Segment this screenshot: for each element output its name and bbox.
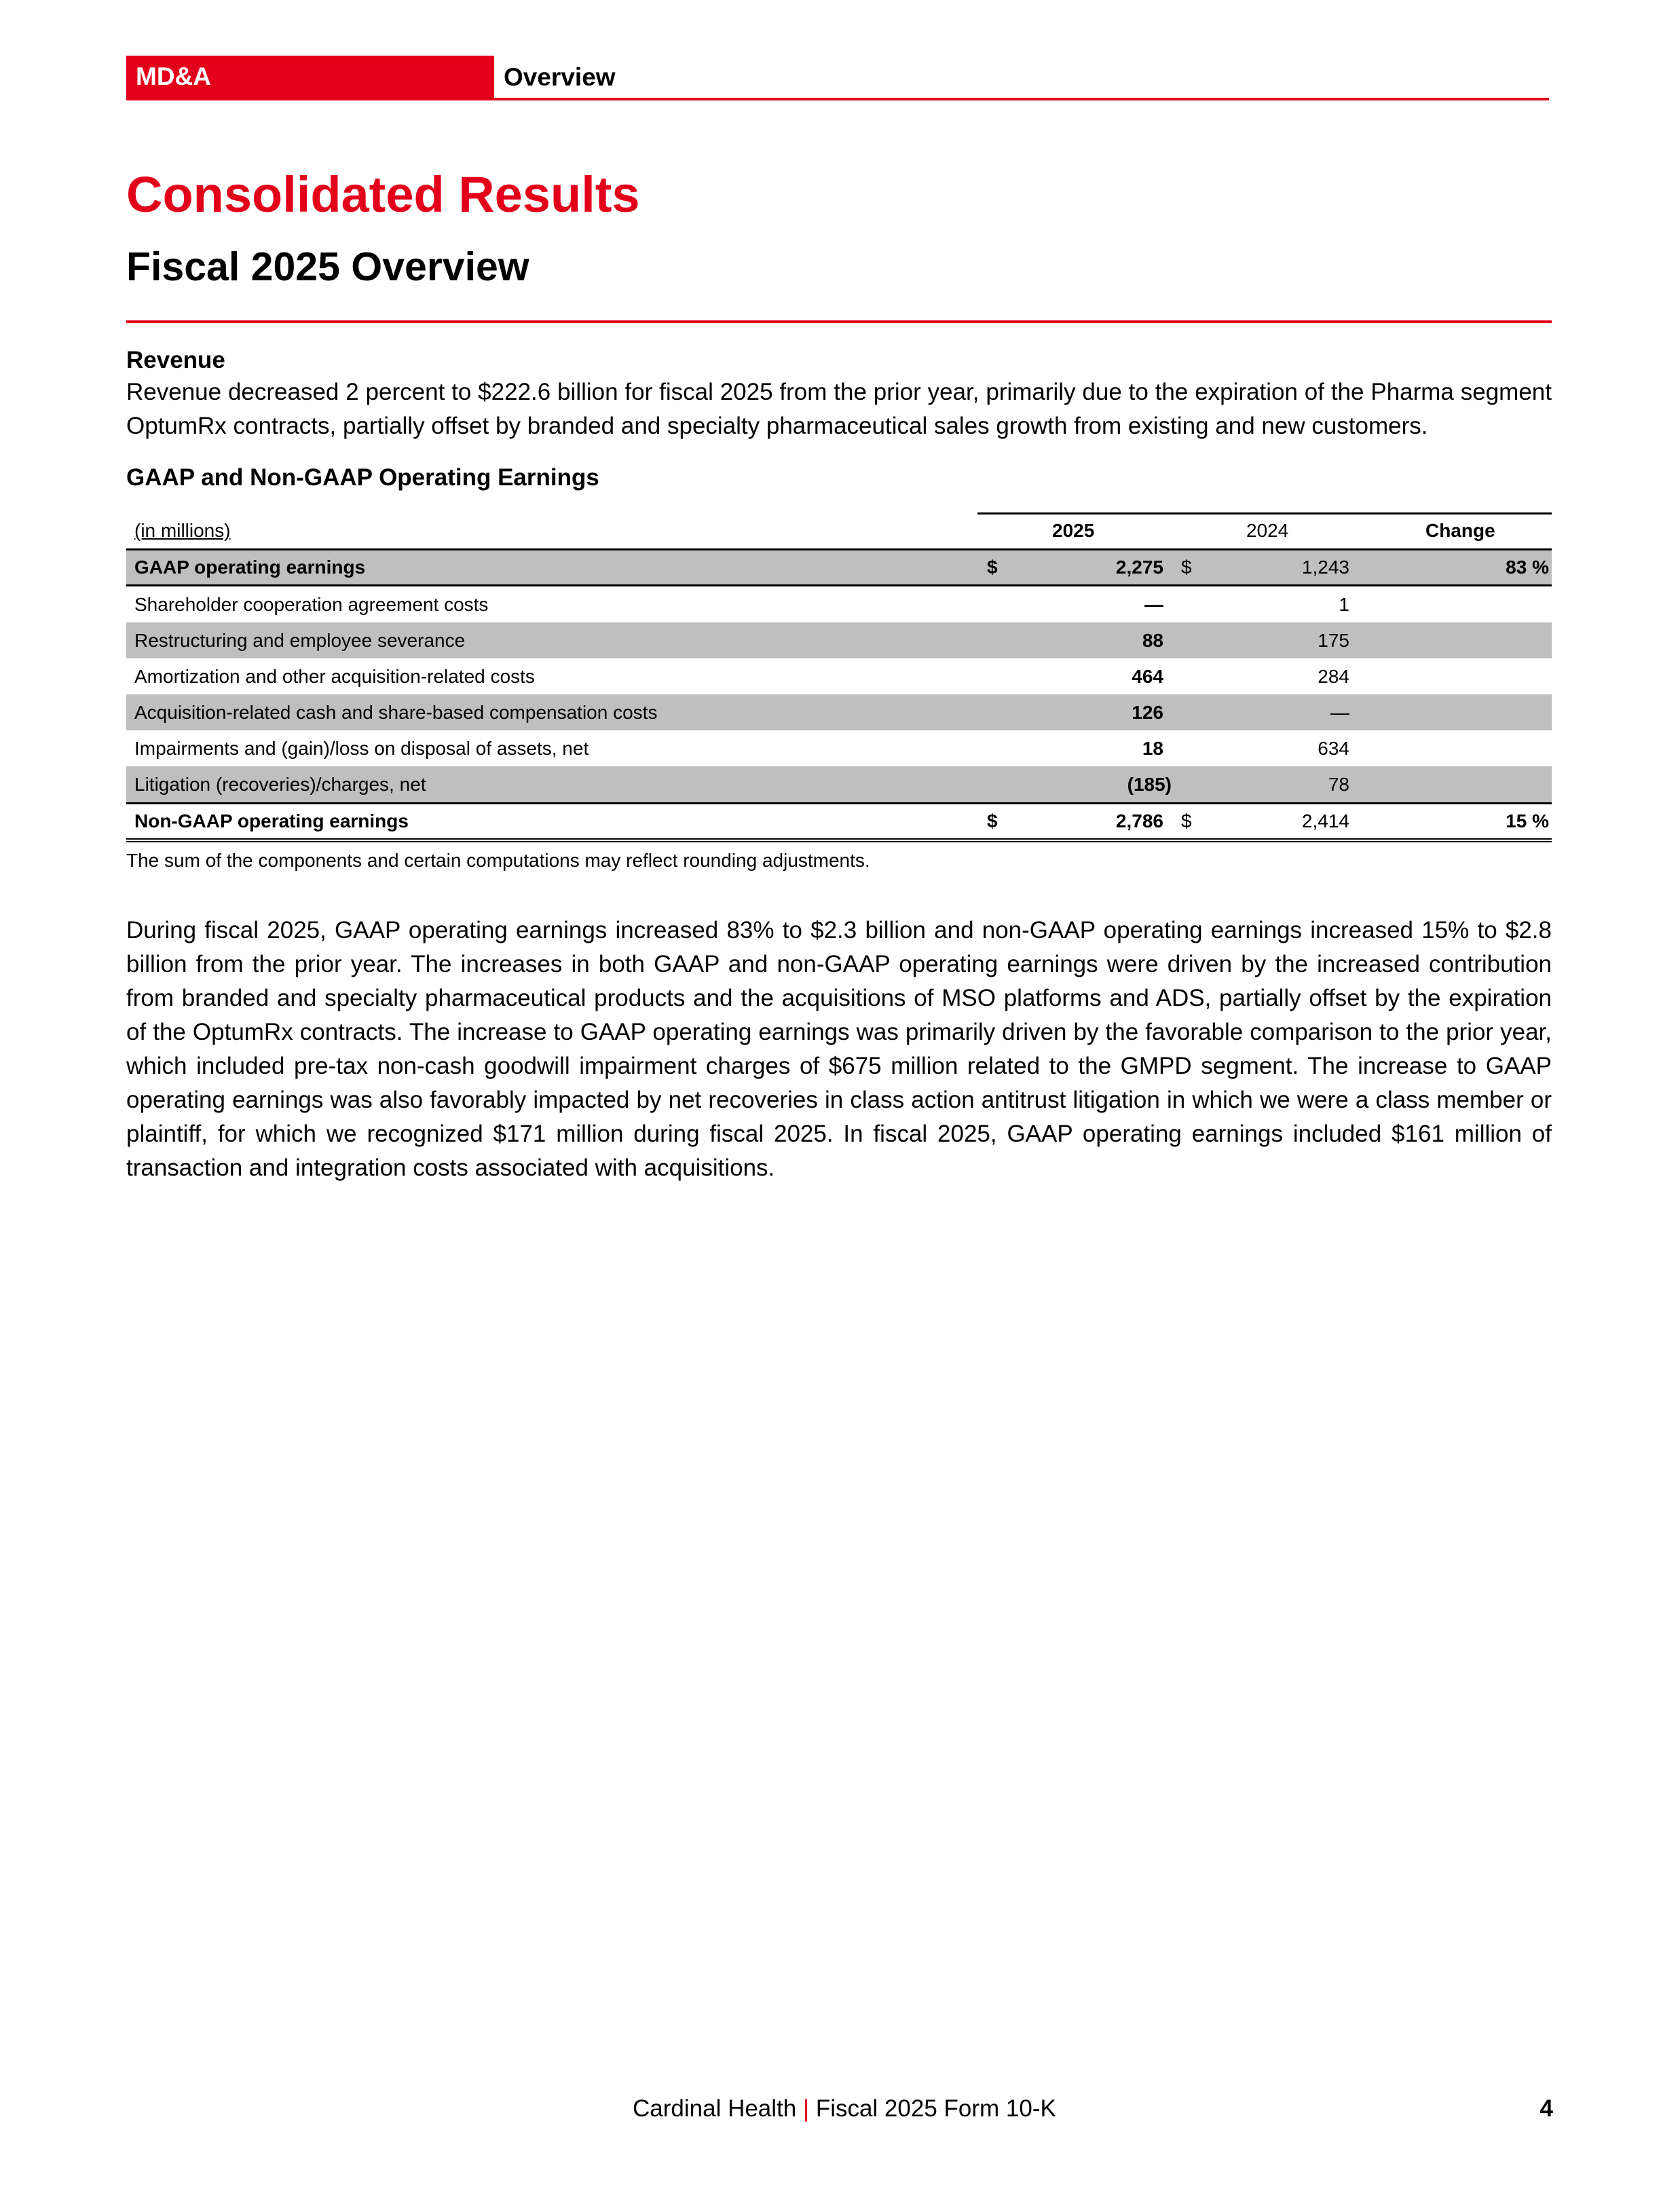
operating-earnings-paragraph: During fiscal 2025, GAAP operating earnings increased 83% to $2.3 billion and non-GAAP operating earnings increased 15% to $2.8 billion from the prior year. The increases in both GAAP and non-GAAP operating earnings were driven by the increased contribution from branded and specialty pharmaceutical products and the acquisitions of MSO platforms and ADS, partially offset by the expiration of the OptumRx contracts. The increase to GAAP operating earnings was primarily driven by the favorable comparison to the prior year, which included pre-tax non-cash goodwill impairment charges of $675 million related to the GMPD segment. The increase to GAAP operating earnings was also favorably impacted by net recoveries in class action antitrust litigation in which we were a class member or plaintiff, for which we recognized $171 million during fiscal 2025. In fiscal 2025, GAAP operating earnings included $161 million of transaction and integration costs associated with acquisitions. bbox=[126, 917, 1552, 1181]
footer-separator: | bbox=[802, 2095, 810, 2122]
operating-earnings-table bbox=[126, 512, 1552, 842]
operating-earnings-heading: GAAP and Non-GAAP Operating Earnings bbox=[126, 464, 599, 491]
section-tag: MD&A bbox=[126, 56, 494, 98]
table-row: Restructuring and employee severance 88 175 bbox=[126, 622, 1552, 658]
revenue-paragraph: Revenue decreased 2 percent to $222.6 billion for fiscal 2025 from the prior year, primarily due to the expiration of the Pharma segment OptumRx contracts, partially offset by branded and specialty pharmaceutical sales growth from existing and new customers. bbox=[126, 379, 1552, 439]
footer-text bbox=[633, 2092, 1056, 2126]
table-row: Amortization and other acquisition-related costs 464 284 bbox=[134, 666, 1349, 687]
title-divider bbox=[126, 320, 1552, 323]
table-row: GAAP operating earnings $ 2,275 $ 1,243 83 % bbox=[126, 548, 1552, 586]
page-title: Consolidated Results bbox=[126, 166, 640, 223]
table-header-row bbox=[126, 512, 1552, 548]
table-row: Impairments and (gain)/loss on disposal of assets, net 18 634 bbox=[134, 738, 1349, 759]
col-change-header: Change bbox=[1425, 520, 1495, 541]
col-2024-header: 2024 bbox=[1246, 520, 1289, 541]
table-row: Acquisition-related cash and share-based compensation costs 126 — bbox=[126, 694, 1552, 730]
page-header bbox=[126, 56, 1549, 100]
subsection-label: Overview bbox=[504, 63, 616, 91]
revenue-heading: Revenue bbox=[126, 347, 225, 373]
col-2025-header: 2025 bbox=[1052, 520, 1095, 541]
rounding-note: The sum of the components and certain computations may reflect rounding adjustments. bbox=[126, 850, 870, 871]
page-number: 4 bbox=[1539, 2095, 1553, 2122]
unit-label: (in millions) bbox=[134, 520, 231, 541]
footer-company: Cardinal Health bbox=[633, 2095, 797, 2122]
page-subtitle: Fiscal 2025 Overview bbox=[126, 244, 529, 289]
table-row: Non-GAAP operating earnings $ 2,786 $ 2,414 15 % bbox=[126, 802, 1552, 842]
table-row: Shareholder cooperation agreement costs — 1 bbox=[134, 594, 1349, 615]
footer-document: Fiscal 2025 Form 10-K bbox=[815, 2095, 1056, 2122]
table-row: Litigation (recoveries)/charges, net (185) 78 bbox=[126, 766, 1552, 802]
